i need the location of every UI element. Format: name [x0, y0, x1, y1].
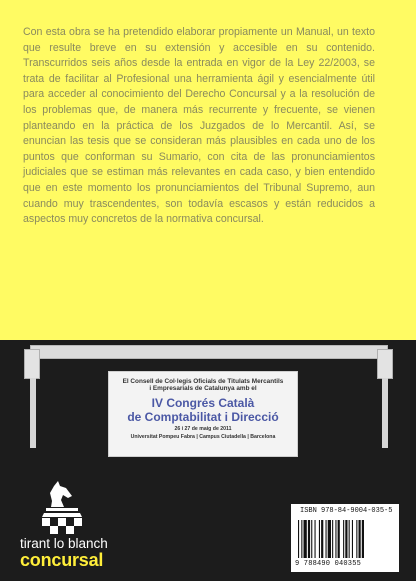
- photo-frame-post-left: [24, 349, 40, 379]
- isbn-text: ISBN 978-84-9004-035-5: [300, 507, 393, 515]
- photo-frame-rail: [30, 345, 388, 359]
- banner-title2: de Comptabilitat i Direcció: [127, 410, 279, 424]
- photo-frame-leg-right: [382, 378, 388, 448]
- publisher-name: tirant lo blanch: [20, 536, 108, 551]
- barcode-area: [291, 504, 399, 572]
- barcode-icon: [298, 520, 392, 560]
- photo-frame-post-right: [377, 349, 393, 379]
- photo-frame-leg-left: [30, 378, 36, 448]
- collection-name: concursal: [20, 550, 104, 570]
- banner-venue: Universitat Pompeu Fabra | Campus Ciutadella | Barcelona: [130, 434, 276, 440]
- banner-dates: 26 i 27 de maig de 2011: [174, 426, 232, 432]
- synopsis-text: Con esta obra se ha pretendido elaborar propiamente un Manual, un texto que resulte breve en su extensión y accesible en su contenido. Transcurridos seis años desde la entrada en vigor de la Ley 22/2003, se trata de facilitar al Profesional una herramienta ágil y esencialmente útil para acceder al conocimiento del Derecho Concursal y a la resolución de los problemas que, de manera más recurrente y frecuente, se vienen planteando en la práctica de los Juzgados de lo Mercantil. Así, se enuncian las tesis que se consideran más plausibles en cada uno de los puntos que conforman su Sumario, con cita de las pronunciamientos judiciales que se estiman más relevantes en cada caso, y bien entendido que en este momento los pronunciamientos del Tribunal Supremo, aun cuando muy trascendentes, son todavía escasos y están reducidos a aspectos muy concretos de la normativa concursal.: [23, 26, 375, 226]
- banner-line2: i Empresarials de Catalunya amb el: [149, 385, 257, 392]
- banner-line1: El Consell de Col·legis Oficials de Titulats Mercantils: [122, 378, 284, 385]
- congress-banner: [108, 371, 298, 457]
- barcode-digits: 9 788490 040355: [295, 560, 362, 568]
- banner-title1: IV Congrés Català: [151, 396, 255, 410]
- knight-chess-icon: [40, 480, 84, 534]
